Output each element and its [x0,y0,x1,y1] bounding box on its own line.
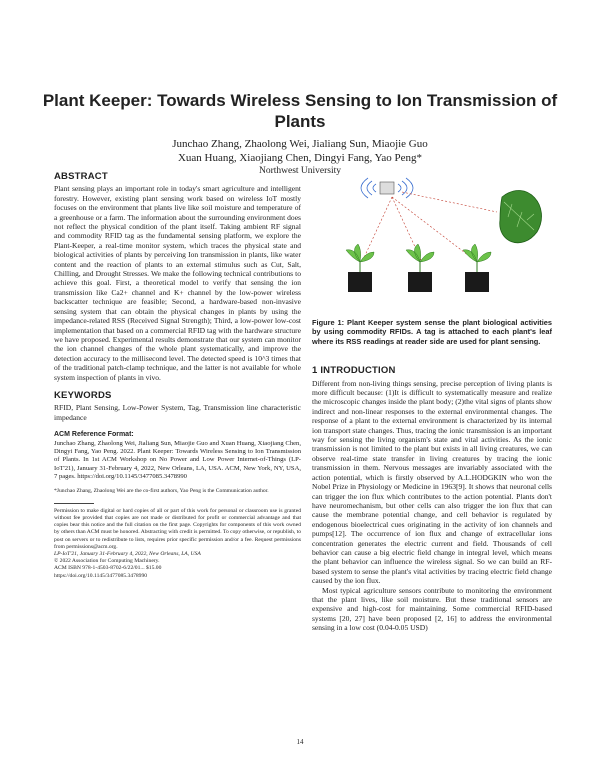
acm-ref-text: Junchao Zhang, Zhaolong Wei, Jialiang Sun, Miaojie Guo and Xuan Huang, Xiaojiang Chen, Dingyi Fang, Yao Peng. 2022. Plant Keeper: Towards Wireless Sensing to Ion Transmission of Plants. In 1st ACM Workshop on No Power and Low Power Internet-of-Things (LP-IoT'21), January 31-February 4, 2022, New Orleans, LA, USA. ACM, New York, NY, USA, 7 pages. https://doi.org/10.1145/3477085.3478990 [54,439,301,481]
intro-paragraph-2: Most typical agriculture sensors contribute to monitoring the environment that the plant lives, like soil moisture. But these traditional sensors are expensive and high-cost for maintaining. Some commercial RFID-based systems [20, 27] have been proposed [2, 16] to address the environmental sensing in a low cost (0.04-0.05 USD) [312,585,552,633]
permission-notice: Permission to make digital or hard copies of all or part of this work for personal or classroom use is granted without fee provided that copies are not made or distributed for profit or commercial advantage and that copies bear this notice and the full citation on the first page. Copyrights for components of this work owned by others than ACM must be honored. Abstracting with credit is permitted. To copy otherwise, or republish, to post on servers or to redistribute to lists, requires prior specific permission and/or a fee. Request permissions from permissions@acm.org. [54,507,301,550]
page-number: 14 [296,738,304,746]
plant-2 [406,244,434,292]
keywords-text: RFID, Plant Sensing, Low-Power System, Tag, Transmission line characteristic impedance [54,403,301,422]
figure-1-caption: Figure 1: Plant Keeper system sense the plant biological activities by using commodity RFIDs. A tag is attached to each plant's leaf where its RSS readings at reader side are used for plant sensing. [312,318,552,346]
plant-1 [346,244,374,292]
isbn: ACM ISBN 978-1-4503-8702-6/22/01... $15.00 [54,565,162,572]
footnote-rule [54,503,94,504]
affiliation: Northwest University [258,166,342,176]
leaf-with-tag [500,190,542,242]
intro-heading: 1 INTRODUCTION [312,365,396,377]
right-column [312,172,552,633]
plant-3 [463,244,491,292]
reader-antenna [361,178,413,198]
author-footnote: *Junchao Zhang, Zhaolong Wei are the co-first authors, Yao Peng is the Communication author. [54,487,269,494]
abstract-heading: ABSTRACT [54,171,108,182]
intro-paragraph-1: Different from non-living things sensing, precise perception of living plants is more difficult because: (1)It is difficult to systematically measure and realize the microscopic changes inside the plant body; (2)the vital signs of plants show indirect and non-linear responses to the external environmental changes. The response of a plant to the external environment is characterized by its internal ion transport state changes. Thus, tracing the ionic transmission is an important way for sensing the living organism's state and vital activities. As the ionic transmission is not limited to the plant but exists in all living creatures, we can observe real-time state transfer in living creatures by tracing the ionic transmission in them. Nervous messages are invariably associated with the action potential, which is firstly observed by A.L.HODGKIN who won the Nobel Prize in Physiology or Medicine in 1963[9]. It shows that neuronal cells can trigger the ion flux which contributes to the action potential. Plants don't have neuromechanism, but other cells can also trigger the ion flux that can cause the membrane potential change, and cell behavior is regulated by endogenous bioelectrical cues originating in the activity of ion channels and pumps[12]. The occurrence of ion flux and change of extracellular ions concentration generates the electric current and field. Thousands of cell behavior can cause a big electric field change in integral level, which means the plant behavior can influence the wireless signal. So we can build an RF-based system to sense the plant's vital activities by tracing electric field change caused by the ion flux. [312,378,552,586]
copyright: © 2022 Association for Computing Machinery. [54,558,160,565]
figure-1-illustration [312,172,552,312]
venue: LP-IoT'21, January 31-February 4, 2022, New Orleans, LA, USA [54,551,201,558]
figure-1 [312,172,552,312]
left-column [54,172,301,580]
paper-title: Plant Keeper: Towards Wireless Sensing to Ion Transmission of Plants [42,91,558,131]
abstract-text: Plant sensing plays an important role in today's smart agriculture and intelligent forestry. However, existing plant sensing work based on wireless IoT mostly focuses on the environment that plants live like soil moisture and temperature of a greenhouse or a farm. The information about the surrounding environment does not reflect the physical condition of the plant itself. Taking ambient RF signal and commodity RFID tag as the fundamental sensing platform, we explore the Plant-Keeper, a real-time monitor system, which traces the physical state and biological activities of plants by perceiving Ion transmission in plants, like water content and the reaction of plants to an external stimulus such as Cut, Salt, Chilling, and Drought Stresses. We make the following technical contributions to achieve this goal. First, a theoretical model to verify that sensing the ion transmission like Ca2+ channel and K+ channel by the low-power wireless backscatter technique are feasible; Second, a hardware-based non-invasive sensing system that can obtain the physical changes in plants by using the impedance-related RSS (Received Signal Strength); Third, a low-power low-cost implementation that based on a commercial RFID tag with the hardware structure we have proposed. Experimental results demonstrate that our system can monitor the ion channel changes of the whole plant systematically, and improve the detection accuracy to the millisecond level. The detected speed is 10^3 times that of the traditional patch-clamp technique, and the latter is not available for whole system inspection of plants in vivo. [54,184,301,382]
authors-line-1: Junchao Zhang, Zhaolong Wei, Jialiang Sun, Miaojie Guo [172,138,428,150]
doi-link[interactable]: https://doi.org/10.1145/3477085.3478990 [54,572,148,579]
keywords-heading: KEYWORDS [54,389,112,401]
acm-ref-heading: ACM Reference Format: [54,431,134,439]
authors-line-2: Xuan Huang, Xiaojiang Chen, Dingyi Fang, Yao Peng* [177,151,423,164]
